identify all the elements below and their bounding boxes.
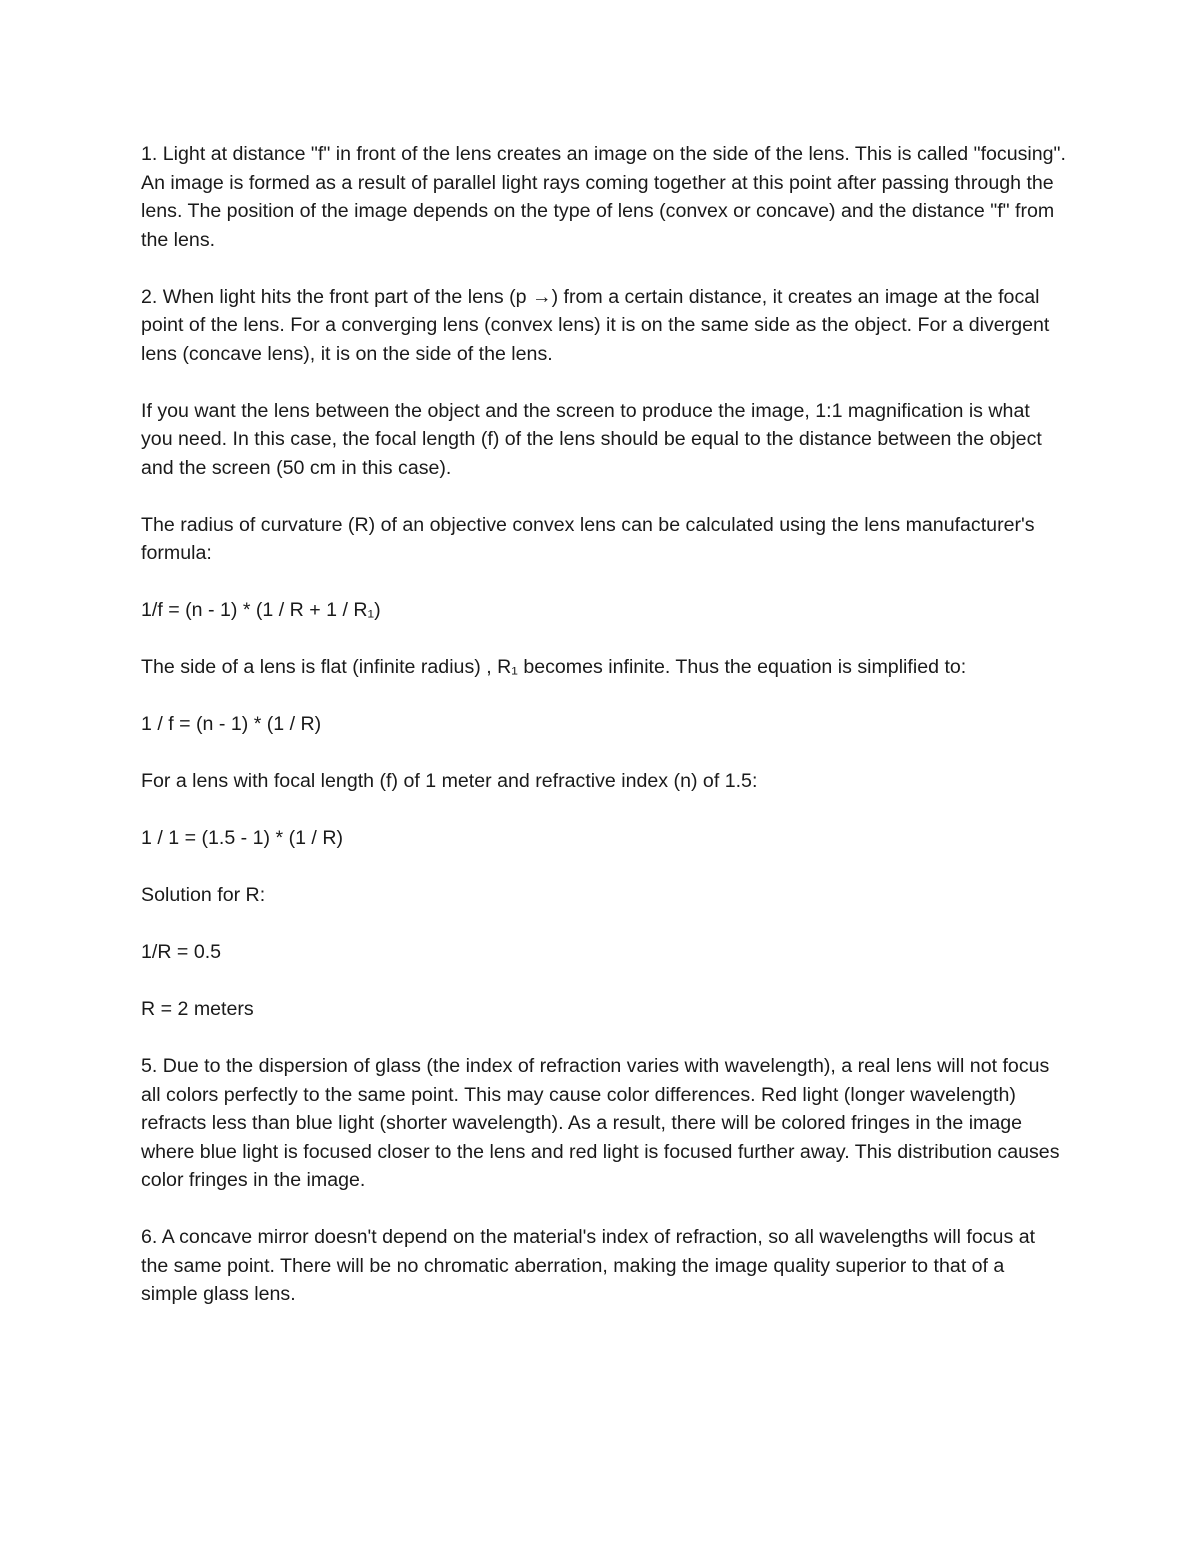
paragraph-5-dispersion: 5. Due to the dispersion of glass (the index of refraction varies with wavelength), a real lens will not focus all colors perfectly to the same point. This may cause color differences. Red light (longer wavelength) refracts less than blue light (shorter wavelength). As a result, there will be colored fringes in the image where blue light is focused closer to the lens and red light is focused further away. This distribution causes color fringes in the image.	[141, 1055, 1065, 1191]
paragraph-flat-side: The side of a lens is flat (infinite radius) , R₁ becomes infinite. Thus the equation is simplified to:	[141, 656, 967, 678]
paragraph-2-focal-point: 2. When light hits the front part of the lens (p →) from a certain distance, it creates an image at the focal point of the lens. For a converging lens (convex lens) it is on the same side as the object. For a divergent lens (concave lens), it is on the side of the lens.	[141, 285, 1055, 365]
paragraph-6-concave-mirror: 6. A concave mirror doesn't depend on the material's index of refraction, so all wavelengths will focus at the same point. There will be no chromatic aberration, making the image quality superior to that of a simple glass lens.	[141, 1226, 1041, 1305]
paragraph-magnification: If you want the lens between the object and the screen to produce the image, 1:1 magnification is what you need. In this case, the focal length (f) of the lens should be equal to the distance between the object and the screen (50 cm in this case).	[141, 399, 1048, 479]
paragraph-radius-of-curvature: The radius of curvature (R) of an objective convex lens can be calculated using the lens manufacturer's formula:	[141, 513, 1041, 564]
equation-lensmaker: 1/f = (n - 1) * (1 / R + 1 / R₁)	[141, 599, 381, 621]
equation-simplified: 1 / f = (n - 1) * (1 / R)	[141, 713, 322, 735]
paragraph-solution-label: Solution for R:	[141, 884, 266, 906]
equation-substituted: 1 / 1 = (1.5 - 1) * (1 / R)	[141, 827, 343, 849]
paragraph-given-values: For a lens with focal length (f) of 1 meter and refractive index (n) of 1.5:	[141, 770, 758, 792]
equation-reciprocal-r: 1/R = 0.5	[141, 941, 222, 963]
document-body	[141, 140, 1071, 1337]
equation-r-result: R = 2 meters	[141, 998, 254, 1020]
paragraph-1-focusing: 1. Light at distance "f" in front of the lens creates an image on the side of the lens. This is called "focusing". An image is formed as a result of parallel light rays coming together at this point after passing through the lens. The position of the image depends on the type of lens (convex or concave) and the distance "f" from the lens.	[141, 143, 1071, 251]
